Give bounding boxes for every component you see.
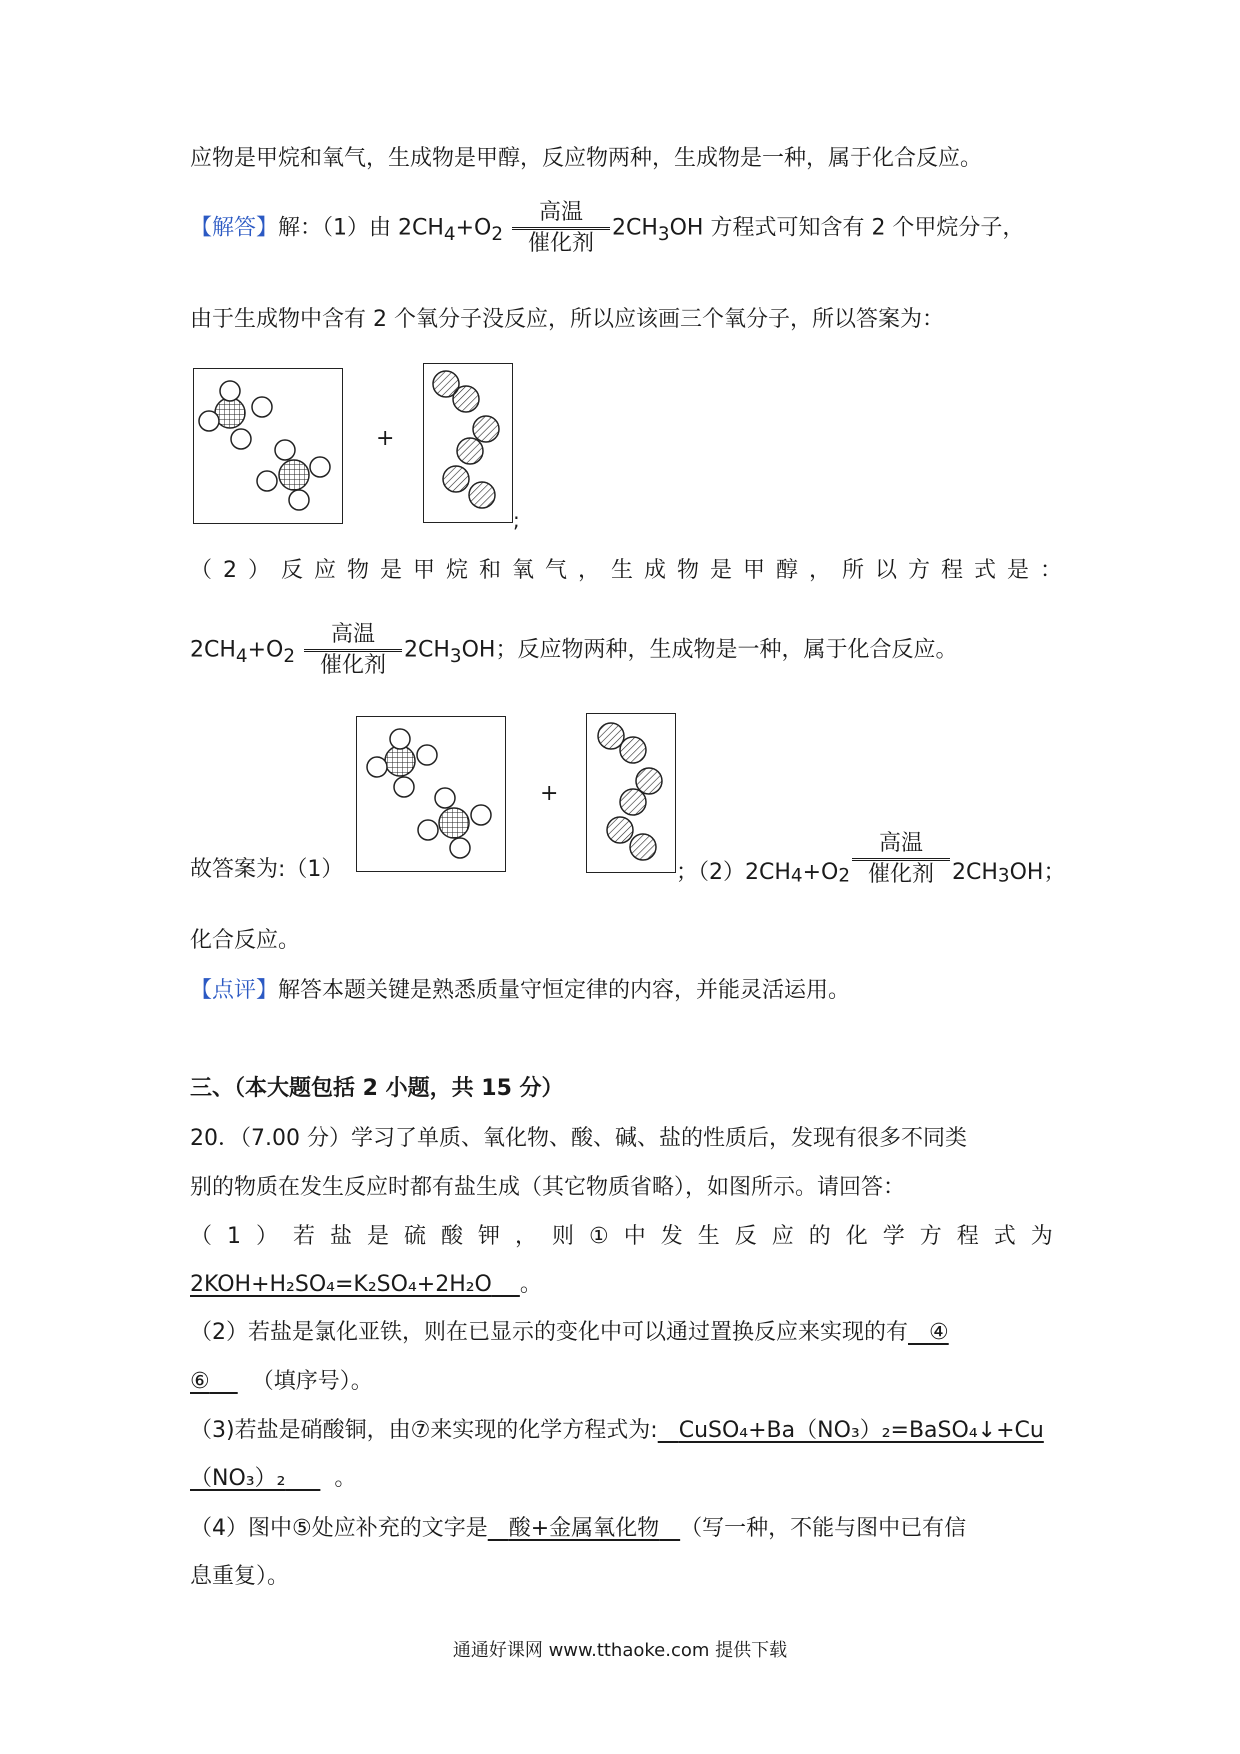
question-line: （4）图中⑤处应补充的文字是 酸+金属氧化物 （写一种，不能与图中已有信 (190, 1516, 967, 1541)
review-tag: 【点评】 (190, 978, 279, 1003)
answer-blank-line: 2KOH+H₂SO₄=K₂SO₄+2H₂O 。 (190, 1272, 542, 1297)
oxygen-molecules-figure (424, 364, 512, 522)
answer-line: 【解答】解：（1）由 $2CH_4+O_2$ 高温 催化剂 $2CH_3OH$ 方程式可知含有 2 个甲烷分子， (190, 200, 1025, 256)
oxygen-molecules-figure (587, 714, 675, 872)
reaction-arrow: 高温 催化剂 (304, 622, 402, 679)
reaction-arrow: 高温 催化剂 (852, 831, 950, 888)
answer-blank: ⑥ (190, 1369, 210, 1394)
answer-blank: CuSO₄+Ba（NO₃）₂=BaSO₄↓+Cu (678, 1418, 1044, 1443)
plus-sign: + (376, 426, 395, 451)
question-line: 别的物质在发生反应时都有盐生成（其它物质省略），如图所示。请回答： (190, 1175, 906, 1200)
paragraph-line: （2）反应物是甲烷和氧气，生成物是甲醇，所以方程式是： (190, 558, 1073, 583)
oxygen-molecules-box (586, 713, 676, 873)
question-line: （3)若盐是硝酸铜，由⑦来实现的化学方程式为: CuSO₄+Ba（NO₃）₂=BaSO₄↓+Cu (190, 1418, 1044, 1443)
question-line: （1）若盐是硫酸钾，则①中发生反应的化学方程式为 (190, 1224, 1068, 1249)
answer-tag: 【解答】 (190, 215, 279, 241)
question-line: （2）若盐是氯化亚铁，则在已显示的变化中可以通过置换反应来实现的有 ④ (190, 1320, 949, 1345)
answer-blank: 2KOH+H₂SO₄=K₂SO₄+2H₂O (190, 1272, 492, 1297)
methane-molecules-box (193, 368, 343, 524)
answer-summary-equation: ；（2）2CH $_4$ +O $_2$ 高温 催化剂 2CH $_3$ OH； (676, 830, 1066, 887)
methane-molecules-figure (194, 369, 342, 523)
section-heading: 三、（本大题包括 2 小题，共 15 分） (190, 1076, 564, 1101)
paragraph-line: 应物是甲烷和氧气，生成物是甲醇，反应物两种，生成物是一种，属于化合反应。 (190, 146, 983, 171)
equation-line: $2CH_4+O_2$ 高温 催化剂 $2CH_3OH$；反应物两种，生成物是一种，属于化合反应。 (190, 622, 958, 678)
answer-blank: （NO₃）₂ (190, 1466, 286, 1491)
reaction-arrow: 高温 催化剂 (512, 200, 610, 257)
question-line: 20．（7.00 分）学习了单质、氧化物、酸、碱、盐的性质后，发现有很多不同类 (190, 1126, 967, 1151)
question-line: 息重复）。 (190, 1564, 290, 1589)
question-line: （NO₃）₂ 。 (190, 1466, 357, 1491)
methane-molecules-figure (357, 717, 505, 871)
plus-sign: + (540, 781, 559, 806)
oxygen-molecules-box (423, 363, 513, 523)
answer-summary-prefix: 故答案为:（1） (190, 857, 344, 882)
answer-blank: 酸+金属氧化物 (508, 1516, 660, 1541)
answer-blank: ④ (928, 1320, 949, 1345)
question-line: ⑥ （填序号）。 (190, 1369, 373, 1394)
page-footer: 通通好课网 www.tthaoke.com 提供下载 (452, 1640, 788, 1661)
paragraph-line: 由于生成物中含有 2 个氧分子没反应，所以应该画三个氧分子，所以答案为： (190, 307, 944, 332)
methane-molecules-box (356, 716, 506, 872)
review-line: 【点评】解答本题关键是熟悉质量守恒定律的内容，并能灵活运用。 (190, 978, 851, 1003)
paragraph-line: 化合反应。 (190, 928, 301, 953)
semicolon: ; (513, 508, 520, 532)
